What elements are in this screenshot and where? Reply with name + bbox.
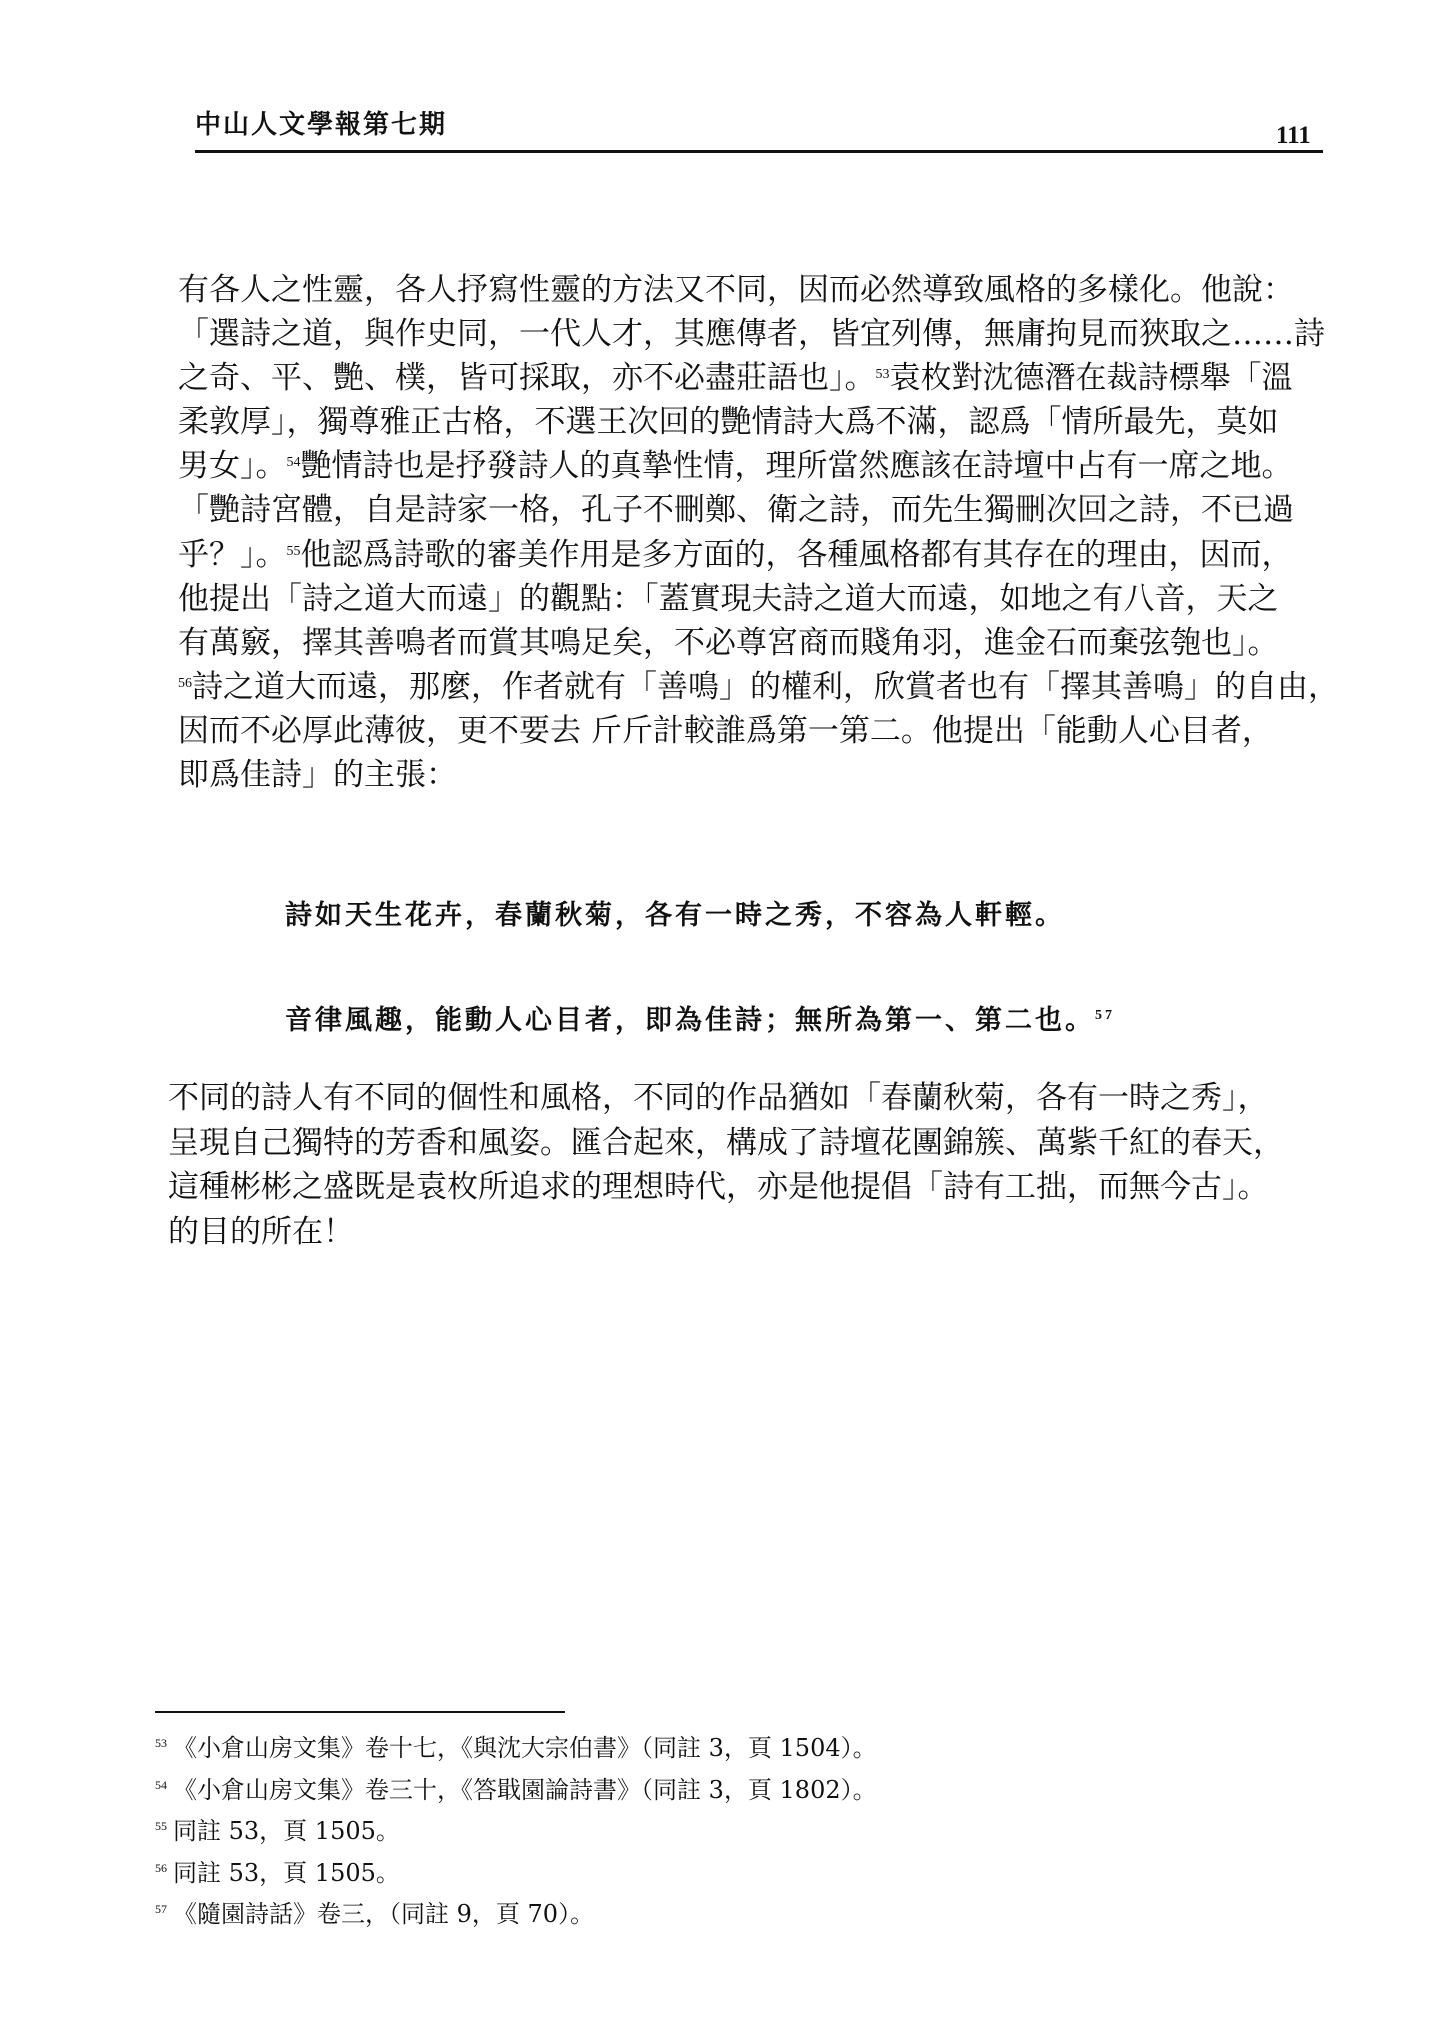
body-line: 這種彬彬之盛既是袁枚所追求的理想時代，亦是他提倡「詩有工拙，而無今古」。 <box>168 1169 1269 1205</box>
page-number: 111 <box>1276 122 1311 149</box>
footnote-rule <box>155 1711 565 1713</box>
footnote-number: 53 <box>155 1736 167 1750</box>
body-line: 之奇、平、艷、樸，皆可採取，亦不必盡莊語也」。$^{53}$袁枚對沈德潛在裁詩標舉「溫 <box>178 360 1293 397</box>
footnote <box>155 1728 1305 1770</box>
footnote-number: 55 <box>155 1819 167 1833</box>
footnote-text: 《隨園詩話》卷三，（同註 9，頁 70）。 <box>173 1900 595 1928</box>
body-line: 的目的所在！ <box>168 1213 354 1250</box>
footnotes <box>155 1728 1305 1936</box>
body-line: 因而不必厚此薄彼，更不要去 斤斤計較誰爲第一第二。他提出「能動人心目者， <box>178 712 1273 749</box>
body-line: 不同的詩人有不同的個性和風格，不同的作品猶如「春蘭秋菊，各有一時之秀」， <box>168 1080 1269 1116</box>
footnote-ref[interactable]: 56 <box>178 675 192 691</box>
journal-title: 中山人文學報第七期 <box>195 110 448 140</box>
closing-paragraph <box>168 1076 1318 1254</box>
body-line: 乎？」。$^{55}$他認爲詩歌的審美作用是多方面的，各種風格都有其存在的理由，因而， <box>178 536 1293 573</box>
body-line: 呈現自己獨特的芳香和風姿。匯合起來，構成了詩壇花團錦簇、萬紫千紅的春天， <box>168 1124 1284 1161</box>
body-line: 男女」。$^{54}$艷情詩也是抒發詩人的真摯性情，理所當然應該在詩壇中占有一席之地。 <box>178 448 1293 485</box>
body-line: 有萬竅，擇其善鳴者而賞其鳴足矣，不必尊宮商而賤角羽，進金石而棄弦匏也」。 <box>178 624 1279 661</box>
footnote <box>155 1894 1305 1936</box>
footnote <box>155 1770 1305 1812</box>
footnote <box>155 1853 1305 1895</box>
footnote-ref[interactable]: 54 <box>286 455 301 471</box>
footnote-ref[interactable]: 55 <box>286 543 301 559</box>
footnote-ref[interactable]: 53 <box>875 367 890 383</box>
body-line: 他提出「詩之道大而遠」的觀點：「蓋實現夫詩之道大而遠，如地之有八音，天之 <box>178 580 1279 617</box>
footnote-ref[interactable]: 57 <box>1095 1008 1115 1023</box>
body-paragraph <box>178 268 1339 797</box>
body-line: 「選詩之道，與作史同，一代人才，其應傳者，皆宜列傳，無庸拘見而狹取之……詩 <box>178 316 1325 353</box>
footnote-number: 56 <box>155 1860 167 1875</box>
body-line: 柔敦厚」，獨尊雅正古格，不選王次回的艷情詩大爲不滿，認爲「情所最先，莫如 <box>178 404 1279 441</box>
body-line: 即爲佳詩」的主張： <box>178 757 457 794</box>
body-line: 有各人之性靈，各人抒寫性靈的方法又不同，因而必然導致風格的多樣化。他說： <box>178 272 1294 308</box>
body-line: $^{56}$詩之道大而遠，那麼，作者就有「善鳴」的權利，欣賞者也有「擇其善鳴」的自由， <box>178 668 1339 705</box>
footnote-text: 同註 53，頁 1505。 <box>173 1817 400 1845</box>
footnote-text: 《小倉山房文集》卷三十，《答戢園論詩書》（同註 3，頁 1802）。 <box>173 1775 877 1804</box>
block-quote-line: 音律風趣，能動人心目者，即為佳詩；無所為第一、第二也。$^{57}$ <box>285 1005 1115 1036</box>
footnote-number: 57 <box>155 1902 167 1916</box>
block-quote-line: 詩如天生花卉，春蘭秋菊，各有一時之秀，不容為人軒輕。 <box>285 900 1065 931</box>
footnote-text: 《小倉山房文集》卷十七，《與沈大宗伯書》（同註 3，頁 1504）。 <box>173 1734 877 1762</box>
footnote-text: 同註 53，頁 1505。 <box>173 1858 400 1887</box>
footnote-number: 54 <box>155 1777 167 1792</box>
body-line: 「艷詩宮體，自是詩家一格，孔子不刪鄭、衛之詩，而先生獨刪次回之詩，不已過 <box>178 492 1294 529</box>
header-rule <box>195 150 1323 153</box>
footnote <box>155 1811 1305 1853</box>
